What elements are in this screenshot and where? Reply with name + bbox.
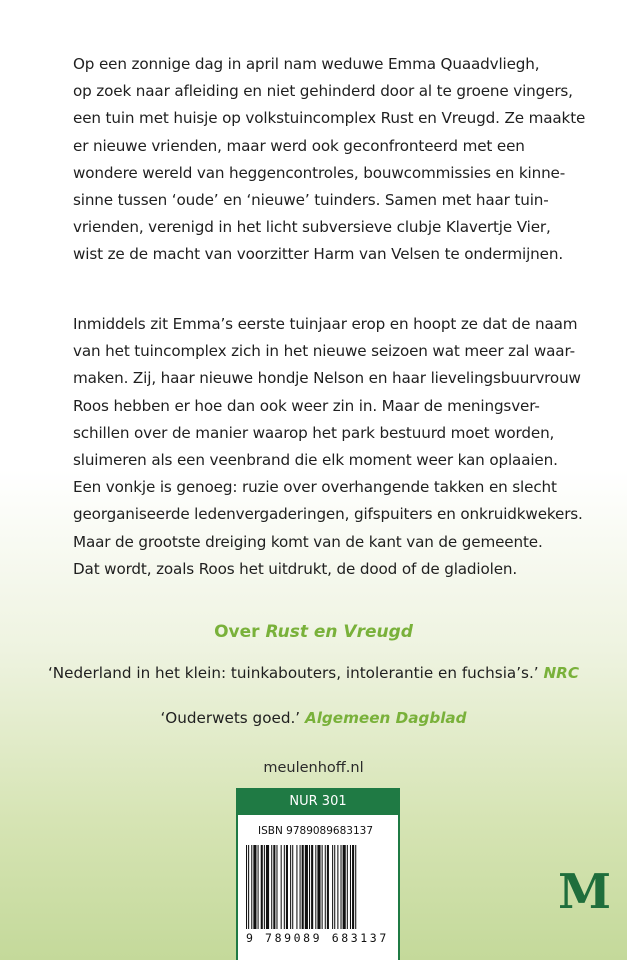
blurb-line: wist ze de macht van voorzitter Harm van Velsen te ondermijnen.: [73, 245, 564, 264]
barcode-bar: [334, 845, 335, 929]
blurb-line: Op een zonnige dag in april nam weduwe Emma Quaadvliegh,: [73, 55, 540, 73]
blurb-line: vrienden, verenigd in het licht subversieve clubje Klavertje Vier,: [73, 218, 551, 237]
blurb-line: Maar de grootste dreiging komt van de kant van de gemeente.: [73, 532, 543, 551]
quote-text: ‘Nederland in het klein: tuinkabouters, intolerantie en fuchsia’s.’: [47, 664, 539, 682]
barcode-bar: [281, 845, 282, 929]
barcode-bar: [332, 845, 333, 929]
barcode-bar: [347, 845, 348, 929]
blurb-line: Roos hebben er hoe dan ook weer zin in. Maar de meningsver-: [73, 396, 540, 415]
barcode-digits: 9 789089 683137: [246, 931, 389, 945]
blurb-line: sluimeren als een veenbrand die elk moment weer kan oplaaien.: [73, 451, 558, 470]
barcode-bar: [311, 845, 313, 929]
barcode-bar: [343, 845, 346, 929]
barcode-bar: [284, 845, 285, 929]
review-quote-2: [0, 709, 627, 727]
barcode-bar: [248, 845, 249, 929]
blurb-line: Een vonkje is genoeg: ruzie over overhangende takken en slecht: [73, 478, 557, 497]
blurb-line: maken. Zij, haar nieuwe hondje Nelson en haar lievelingsbuurvrouw: [73, 369, 581, 388]
barcode: [246, 845, 390, 929]
barcode-bar: [292, 845, 293, 929]
reviews-heading-title: Rust en Vreugd: [265, 622, 413, 642]
barcode-bar: [286, 845, 288, 929]
barcode-bar: [309, 845, 310, 929]
barcode-bar: [261, 845, 263, 929]
barcode-bar: [264, 845, 265, 929]
barcode-bar: [273, 845, 275, 929]
quote-text: ‘Ouderwets goed.’: [160, 709, 301, 727]
blurb-line: Dat wordt, zoals Roos het uitdrukt, de dood of de gladiolen.: [73, 559, 518, 578]
blurb-line: van het tuincomplex zich in het nieuwe seizoen wat meer zal waar-: [73, 342, 575, 361]
barcode-bar: [325, 845, 326, 929]
barcode-bar: [337, 845, 338, 929]
review-quote-1: [0, 664, 627, 682]
blurb-line: wondere wereld van heggencontroles, bouwcommissies en kinne-: [73, 163, 566, 182]
blurb-paragraph-2: [73, 311, 583, 583]
barcode-bar: [290, 845, 291, 929]
reviews-heading: [0, 622, 627, 642]
nur-code: NUR 301: [236, 788, 400, 815]
blurb-line: Inmiddels zit Emma’s eerste tuinjaar erop en hoopt ze dat de naam: [73, 315, 578, 333]
barcode-bar: [246, 845, 247, 929]
blurb-paragraph-1: [73, 51, 586, 269]
quote-source: NRC: [543, 664, 580, 682]
barcode-bar: [251, 845, 252, 929]
barcode-bar: [341, 845, 342, 929]
barcode-bar: [355, 845, 356, 929]
barcode-bar: [300, 845, 301, 929]
publisher-website: meulenhoff.nl: [263, 760, 364, 776]
blurb-line: sinne tussen ‘oude’ en ‘nieuwe’ tuinders. Samen met haar tuin-: [73, 191, 549, 210]
barcode-bar: [350, 845, 351, 929]
isbn-label: ISBN 9789089683137: [258, 825, 374, 837]
barcode-bar: [315, 845, 316, 929]
reviews-heading-prefix: Over: [214, 622, 266, 642]
quote-source: Algemeen Dagblad: [304, 709, 467, 727]
blurb-line: er nieuwe vrienden, maar werd ook geconfronteerd met een: [73, 136, 525, 155]
barcode-bar: [253, 845, 256, 929]
barcode-bar: [317, 845, 320, 929]
barcode-bar: [276, 845, 277, 929]
blurb-line: georganiseerde ledenvergaderingen, gifspuiters en onkruidkwekers.: [73, 505, 583, 524]
publisher-logo: M: [558, 864, 612, 920]
blurb-line: een tuin met huisje op volkstuincomplex Rust en Vreugd. Ze maakte: [73, 109, 586, 128]
barcode-bar: [352, 845, 354, 929]
barcode-bar: [266, 845, 269, 929]
barcode-bar: [258, 845, 259, 929]
barcode-bar: [296, 845, 297, 929]
barcode-bar: [302, 845, 304, 929]
barcode-bar: [322, 845, 323, 929]
barcode-bar: [271, 845, 272, 929]
barcode-bar: [327, 845, 329, 929]
blurb-line: op zoek naar afleiding en niet gehinderd door al te groene vingers,: [73, 82, 573, 101]
barcode-bar: [305, 845, 308, 929]
barcode-box: [236, 815, 400, 960]
blurb-line: schillen over de manier waarop het park bestuurd moet worden,: [73, 423, 555, 442]
